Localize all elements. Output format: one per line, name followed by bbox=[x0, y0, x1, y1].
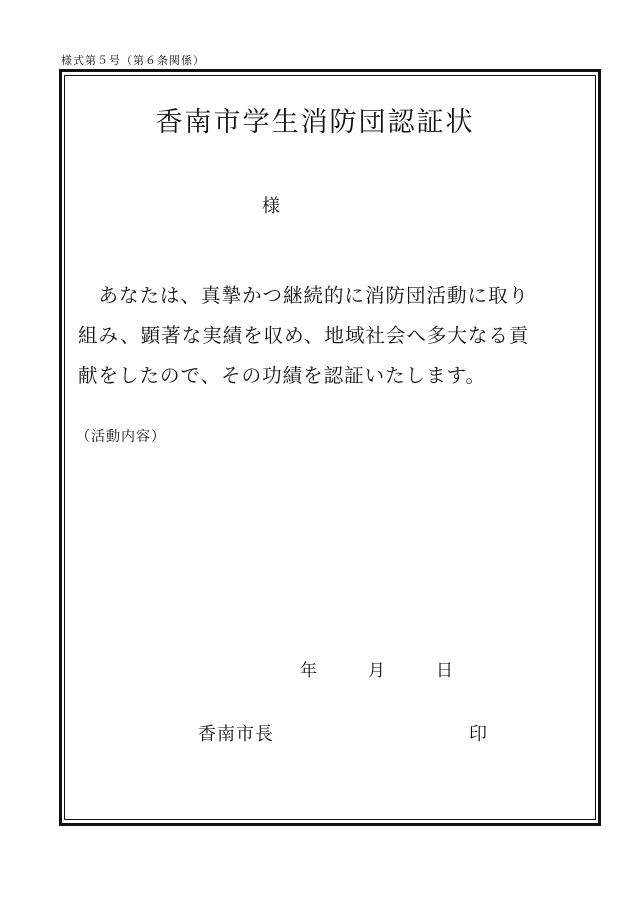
date-year-label: 年 bbox=[300, 661, 317, 681]
seal-mark: 印 bbox=[469, 724, 487, 745]
document-title: 香南市学生消防団認証状 bbox=[155, 107, 475, 138]
body-line: あなたは、真摯かつ継続的に消防団活動に取り bbox=[78, 284, 530, 307]
recipient-honorific: 様 bbox=[262, 196, 280, 217]
date-month-label: 月 bbox=[368, 661, 385, 681]
certificate-inner-border bbox=[64, 75, 596, 820]
activity-content-label: （活動内容） bbox=[76, 429, 166, 445]
form-number: 様式第５号（第６条関係） bbox=[61, 54, 205, 67]
date-day-label: 日 bbox=[436, 661, 453, 681]
body-line: 献をしたので、その功績を認証いたします。 bbox=[78, 364, 487, 387]
mayor-title: 香南市長 bbox=[198, 724, 274, 745]
certificate-body bbox=[78, 276, 583, 396]
body-line: 組み、顕著な実績を収め、地域社会へ多大なる貢 bbox=[78, 324, 530, 347]
